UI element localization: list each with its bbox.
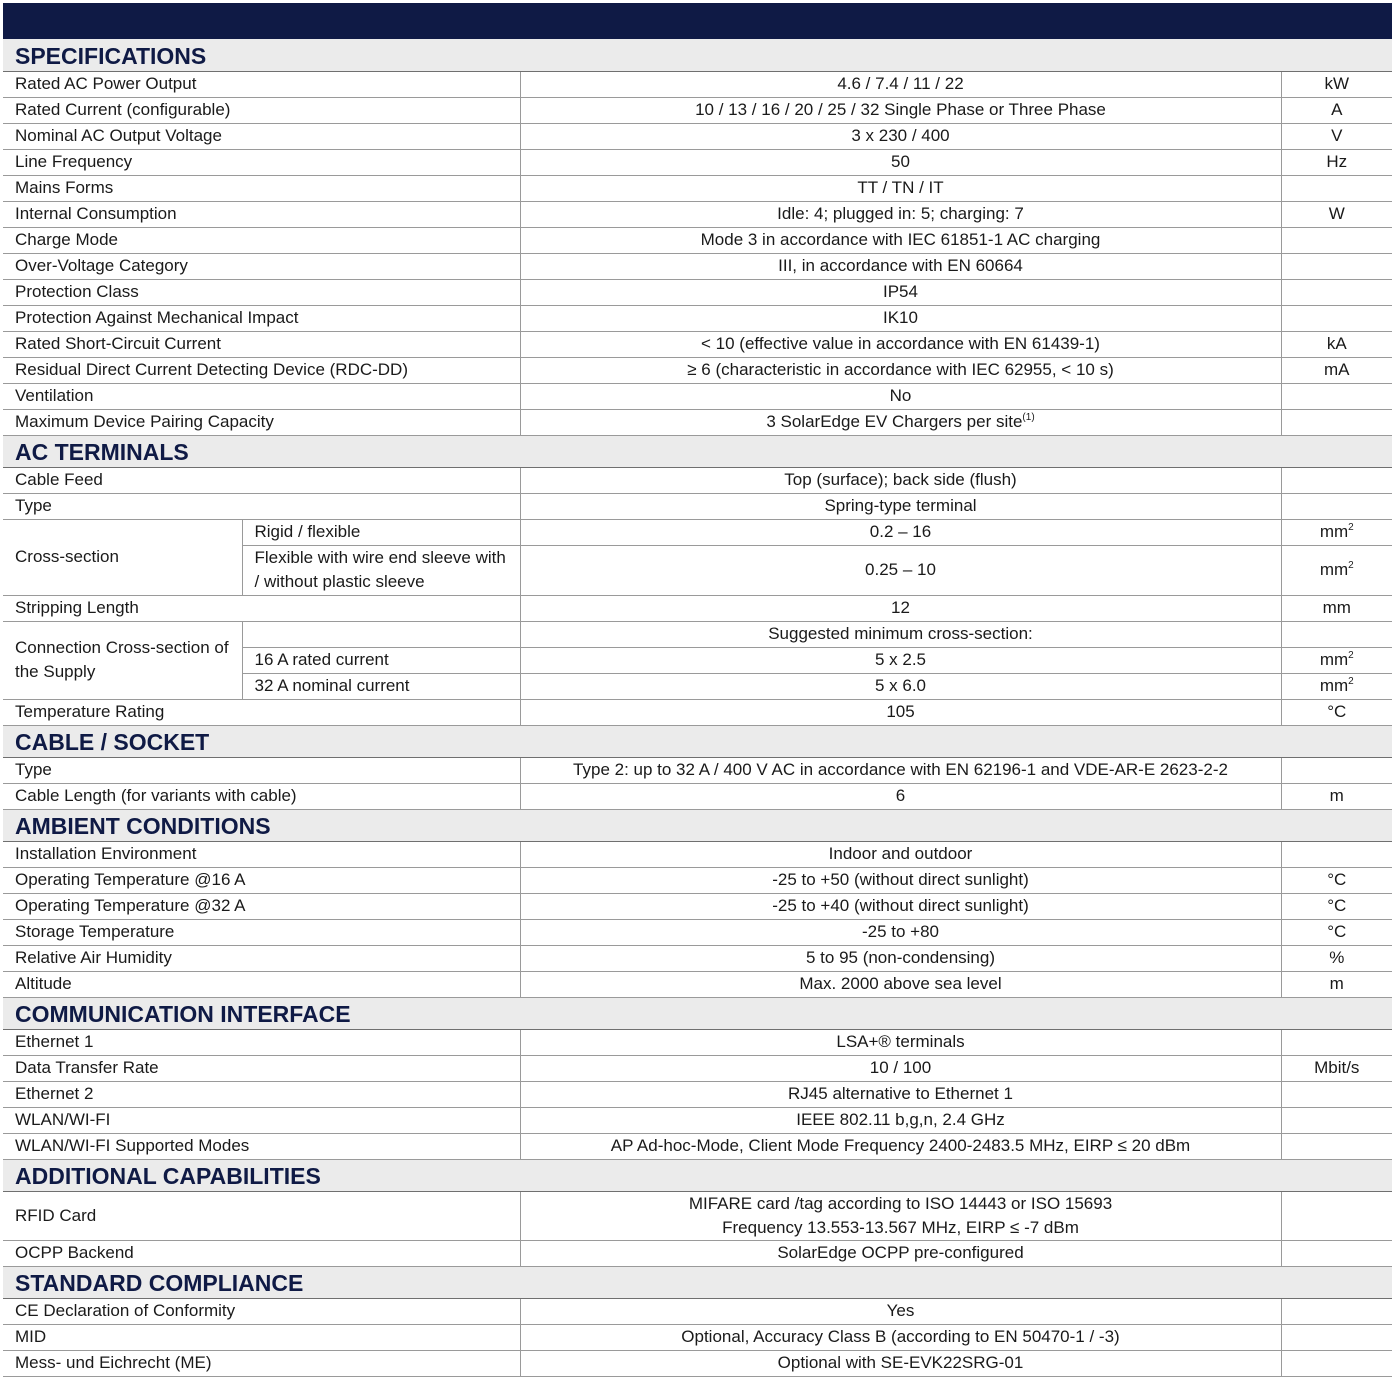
row-unit: V — [1281, 123, 1392, 149]
spec-row — [3, 123, 1392, 149]
unit-text: mm — [1319, 650, 1349, 669]
row-unit — [1281, 175, 1392, 201]
row-unit — [1281, 757, 1392, 783]
row-value: Type 2: up to 32 A / 400 V AC in accordance with EN 62196-1 and VDE-AR-E 2623-2-2 — [520, 757, 1281, 783]
row-value: RJ45 alternative to Ethernet 1 — [520, 1081, 1281, 1107]
row-unit: kA — [1281, 331, 1392, 357]
spec-row — [3, 383, 1392, 409]
spec-row — [3, 971, 1392, 997]
value-line: MIFARE card /tag according to ISO 14443 or ISO 15693 — [688, 1193, 1113, 1213]
unit-superscript: 2 — [1348, 560, 1354, 571]
unit-superscript: 2 — [1348, 522, 1354, 533]
row-label: Residual Direct Current Detecting Device (RDC-DD) — [3, 357, 520, 383]
row-sublabel: Flexible with wire end sleeve with / without plastic sleeve — [242, 545, 520, 595]
section-additional — [3, 1159, 1392, 1191]
row-label: Type — [3, 493, 520, 519]
row-value: Yes — [520, 1298, 1281, 1324]
row-label: Rated Short-Circuit Current — [3, 331, 520, 357]
row-value: III, in accordance with EN 60664 — [520, 253, 1281, 279]
spec-row — [3, 699, 1392, 725]
row-label: Installation Environment — [3, 841, 520, 867]
unit-text: mm — [1319, 522, 1349, 541]
spec-row — [3, 409, 1392, 435]
row-value: 3 x 230 / 400 — [520, 123, 1281, 149]
spec-table — [3, 39, 1392, 1377]
row-label: Ethernet 2 — [3, 1081, 520, 1107]
row-unit: mA — [1281, 357, 1392, 383]
row-value: Max. 2000 above sea level — [520, 971, 1281, 997]
row-label: Cable Feed — [3, 467, 520, 493]
row-unit: W — [1281, 201, 1392, 227]
section-title: SPECIFICATIONS — [3, 39, 1392, 71]
spec-row — [3, 1350, 1392, 1376]
row-label: RFID Card — [3, 1191, 520, 1240]
spec-row — [3, 757, 1392, 783]
row-value: < 10 (effective value in accordance with EN 61439-1) — [520, 331, 1281, 357]
section-ambient — [3, 809, 1392, 841]
row-value: -25 to +40 (without direct sunlight) — [520, 893, 1281, 919]
row-unit — [1281, 253, 1392, 279]
spec-row — [3, 1107, 1392, 1133]
row-label: WLAN/WI-FI — [3, 1107, 520, 1133]
section-communication — [3, 997, 1392, 1029]
row-label: Operating Temperature @32 A — [3, 893, 520, 919]
row-value: 0.2 – 16 — [520, 519, 1281, 545]
row-value: IEEE 802.11 b,g,n, 2.4 GHz — [520, 1107, 1281, 1133]
footnote-marker: (1) — [1022, 412, 1035, 423]
row-value: 4.6 / 7.4 / 11 / 22 — [520, 71, 1281, 97]
section-title: CABLE / SOCKET — [3, 725, 1392, 757]
spec-row — [3, 867, 1392, 893]
row-unit — [1281, 493, 1392, 519]
row-value: Optional with SE-EVK22SRG-01 — [520, 1350, 1281, 1376]
row-unit: m — [1281, 783, 1392, 809]
row-unit: °C — [1281, 893, 1392, 919]
spec-row — [3, 945, 1392, 971]
row-unit — [1281, 1029, 1392, 1055]
row-value: Top (surface); back side (flush) — [520, 467, 1281, 493]
row-unit: Hz — [1281, 149, 1392, 175]
spec-row — [3, 893, 1392, 919]
row-label: Stripping Length — [3, 595, 520, 621]
row-label: Internal Consumption — [3, 201, 520, 227]
row-unit — [1281, 1081, 1392, 1107]
row-value: Spring-type terminal — [520, 493, 1281, 519]
row-label: Rated AC Power Output — [3, 71, 520, 97]
value-line: Frequency 13.553-13.567 MHz, EIRP ≤ -7 dBm — [722, 1217, 1079, 1237]
row-unit — [1281, 383, 1392, 409]
row-value: ≥ 6 (characteristic in accordance with IEC 62955, < 10 s) — [520, 357, 1281, 383]
spec-row — [3, 1133, 1392, 1159]
row-unit: °C — [1281, 699, 1392, 725]
spec-row — [3, 227, 1392, 253]
row-value: 0.25 – 10 — [520, 545, 1281, 595]
row-unit: A — [1281, 97, 1392, 123]
spec-row — [3, 71, 1392, 97]
row-value: AP Ad-hoc-Mode, Client Mode Frequency 2400-2483.5 MHz, EIRP ≤ 20 dBm — [520, 1133, 1281, 1159]
row-value: 6 — [520, 783, 1281, 809]
section-title: AMBIENT CONDITIONS — [3, 809, 1392, 841]
spec-row — [3, 467, 1392, 493]
spec-row — [3, 175, 1392, 201]
row-label: Cable Length (for variants with cable) — [3, 783, 520, 809]
spec-row — [3, 1029, 1392, 1055]
row-unit — [1281, 227, 1392, 253]
row-unit — [1281, 409, 1392, 435]
spec-row — [3, 493, 1392, 519]
row-label: CE Declaration of Conformity — [3, 1298, 520, 1324]
row-value — [520, 1191, 1281, 1240]
header-bar — [3, 3, 1392, 39]
row-value: Idle: 4; plugged in: 5; charging: 7 — [520, 201, 1281, 227]
row-value: TT / TN / IT — [520, 175, 1281, 201]
spec-row — [3, 149, 1392, 175]
spec-row — [3, 919, 1392, 945]
row-label: Ethernet 1 — [3, 1029, 520, 1055]
unit-text: mm — [1319, 676, 1349, 695]
row-value: 10 / 13 / 16 / 20 / 25 / 32 Single Phase or Three Phase — [520, 97, 1281, 123]
row-value: 105 — [520, 699, 1281, 725]
section-specifications — [3, 39, 1392, 71]
row-unit — [1281, 1191, 1392, 1240]
row-label: Storage Temperature — [3, 919, 520, 945]
row-label: Relative Air Humidity — [3, 945, 520, 971]
row-label: Protection Class — [3, 279, 520, 305]
row-unit — [1281, 1240, 1392, 1266]
row-value: -25 to +50 (without direct sunlight) — [520, 867, 1281, 893]
spec-row — [3, 1298, 1392, 1324]
row-label: OCPP Backend — [3, 1240, 520, 1266]
row-value: 5 to 95 (non-condensing) — [520, 945, 1281, 971]
spec-row — [3, 1324, 1392, 1350]
row-value: 5 x 2.5 — [520, 647, 1281, 673]
row-value: SolarEdge OCPP pre-configured — [520, 1240, 1281, 1266]
row-value: Suggested minimum cross-section: — [520, 621, 1281, 647]
row-unit: °C — [1281, 867, 1392, 893]
row-value: Mode 3 in accordance with IEC 61851-1 AC charging — [520, 227, 1281, 253]
row-unit — [1281, 305, 1392, 331]
row-sublabel: 32 A nominal current — [242, 673, 520, 699]
row-label: Charge Mode — [3, 227, 520, 253]
row-unit — [1281, 1107, 1392, 1133]
row-label: Temperature Rating — [3, 699, 520, 725]
row-sublabel: 16 A rated current — [242, 647, 520, 673]
row-unit: % — [1281, 945, 1392, 971]
row-label: Nominal AC Output Voltage — [3, 123, 520, 149]
spec-row — [3, 1240, 1392, 1266]
spec-row — [3, 305, 1392, 331]
row-value: No — [520, 383, 1281, 409]
spec-row — [3, 97, 1392, 123]
row-unit — [1281, 519, 1392, 545]
row-value: Indoor and outdoor — [520, 841, 1281, 867]
spec-row — [3, 1191, 1392, 1240]
row-sublabel-empty — [242, 621, 520, 647]
spec-row — [3, 1055, 1392, 1081]
spec-row — [3, 621, 1392, 647]
unit-superscript: 2 — [1348, 650, 1354, 661]
row-unit — [1281, 1133, 1392, 1159]
section-compliance — [3, 1266, 1392, 1298]
row-unit: mm — [1281, 595, 1392, 621]
row-unit — [1281, 673, 1392, 699]
value-text: 3 SolarEdge EV Chargers per site — [766, 412, 1023, 431]
row-value: 5 x 6.0 — [520, 673, 1281, 699]
section-title: ADDITIONAL CAPABILITIES — [3, 1159, 1392, 1191]
row-label: MID — [3, 1324, 520, 1350]
spec-row — [3, 331, 1392, 357]
row-value: 12 — [520, 595, 1281, 621]
row-unit — [1281, 1298, 1392, 1324]
row-value: IP54 — [520, 279, 1281, 305]
row-label: Rated Current (configurable) — [3, 97, 520, 123]
section-title: STANDARD COMPLIANCE — [3, 1266, 1392, 1298]
row-value: IK10 — [520, 305, 1281, 331]
spec-row — [3, 783, 1392, 809]
row-unit: m — [1281, 971, 1392, 997]
row-unit: °C — [1281, 919, 1392, 945]
spec-row — [3, 279, 1392, 305]
section-ac-terminals — [3, 435, 1392, 467]
row-unit — [1281, 467, 1392, 493]
row-label: Ventilation — [3, 383, 520, 409]
row-label: Type — [3, 757, 520, 783]
row-unit — [1281, 545, 1392, 595]
row-value: 10 / 100 — [520, 1055, 1281, 1081]
spec-row — [3, 519, 1392, 545]
unit-superscript: 2 — [1348, 676, 1354, 687]
spec-row — [3, 201, 1392, 227]
section-title: COMMUNICATION INTERFACE — [3, 997, 1392, 1029]
spec-row — [3, 595, 1392, 621]
row-label: WLAN/WI-FI Supported Modes — [3, 1133, 520, 1159]
row-unit — [1281, 1350, 1392, 1376]
section-cable-socket — [3, 725, 1392, 757]
row-unit — [1281, 841, 1392, 867]
row-unit-empty — [1281, 621, 1392, 647]
section-title: AC TERMINALS — [3, 435, 1392, 467]
row-value — [520, 409, 1281, 435]
spec-row — [3, 1081, 1392, 1107]
row-label: Over-Voltage Category — [3, 253, 520, 279]
row-sublabel: Rigid / flexible — [242, 519, 520, 545]
spec-row — [3, 253, 1392, 279]
row-value: LSA+® terminals — [520, 1029, 1281, 1055]
row-label: Maximum Device Pairing Capacity — [3, 409, 520, 435]
row-label: Mains Forms — [3, 175, 520, 201]
spec-row — [3, 841, 1392, 867]
spec-row — [3, 357, 1392, 383]
row-unit — [1281, 279, 1392, 305]
row-label: Data Transfer Rate — [3, 1055, 520, 1081]
row-value: Optional, Accuracy Class B (according to EN 50470-1 / -3) — [520, 1324, 1281, 1350]
row-label: Altitude — [3, 971, 520, 997]
row-value: 50 — [520, 149, 1281, 175]
row-unit: Mbit/s — [1281, 1055, 1392, 1081]
row-unit: kW — [1281, 71, 1392, 97]
row-label: Cross-section — [3, 519, 242, 595]
unit-text: mm — [1319, 560, 1349, 579]
row-unit — [1281, 1324, 1392, 1350]
row-label: Line Frequency — [3, 149, 520, 175]
row-label: Mess- und Eichrecht (ME) — [3, 1350, 520, 1376]
row-value: -25 to +80 — [520, 919, 1281, 945]
row-label: Connection Cross-section of the Supply — [3, 621, 242, 699]
row-unit — [1281, 647, 1392, 673]
row-label: Operating Temperature @16 A — [3, 867, 520, 893]
row-label: Protection Against Mechanical Impact — [3, 305, 520, 331]
